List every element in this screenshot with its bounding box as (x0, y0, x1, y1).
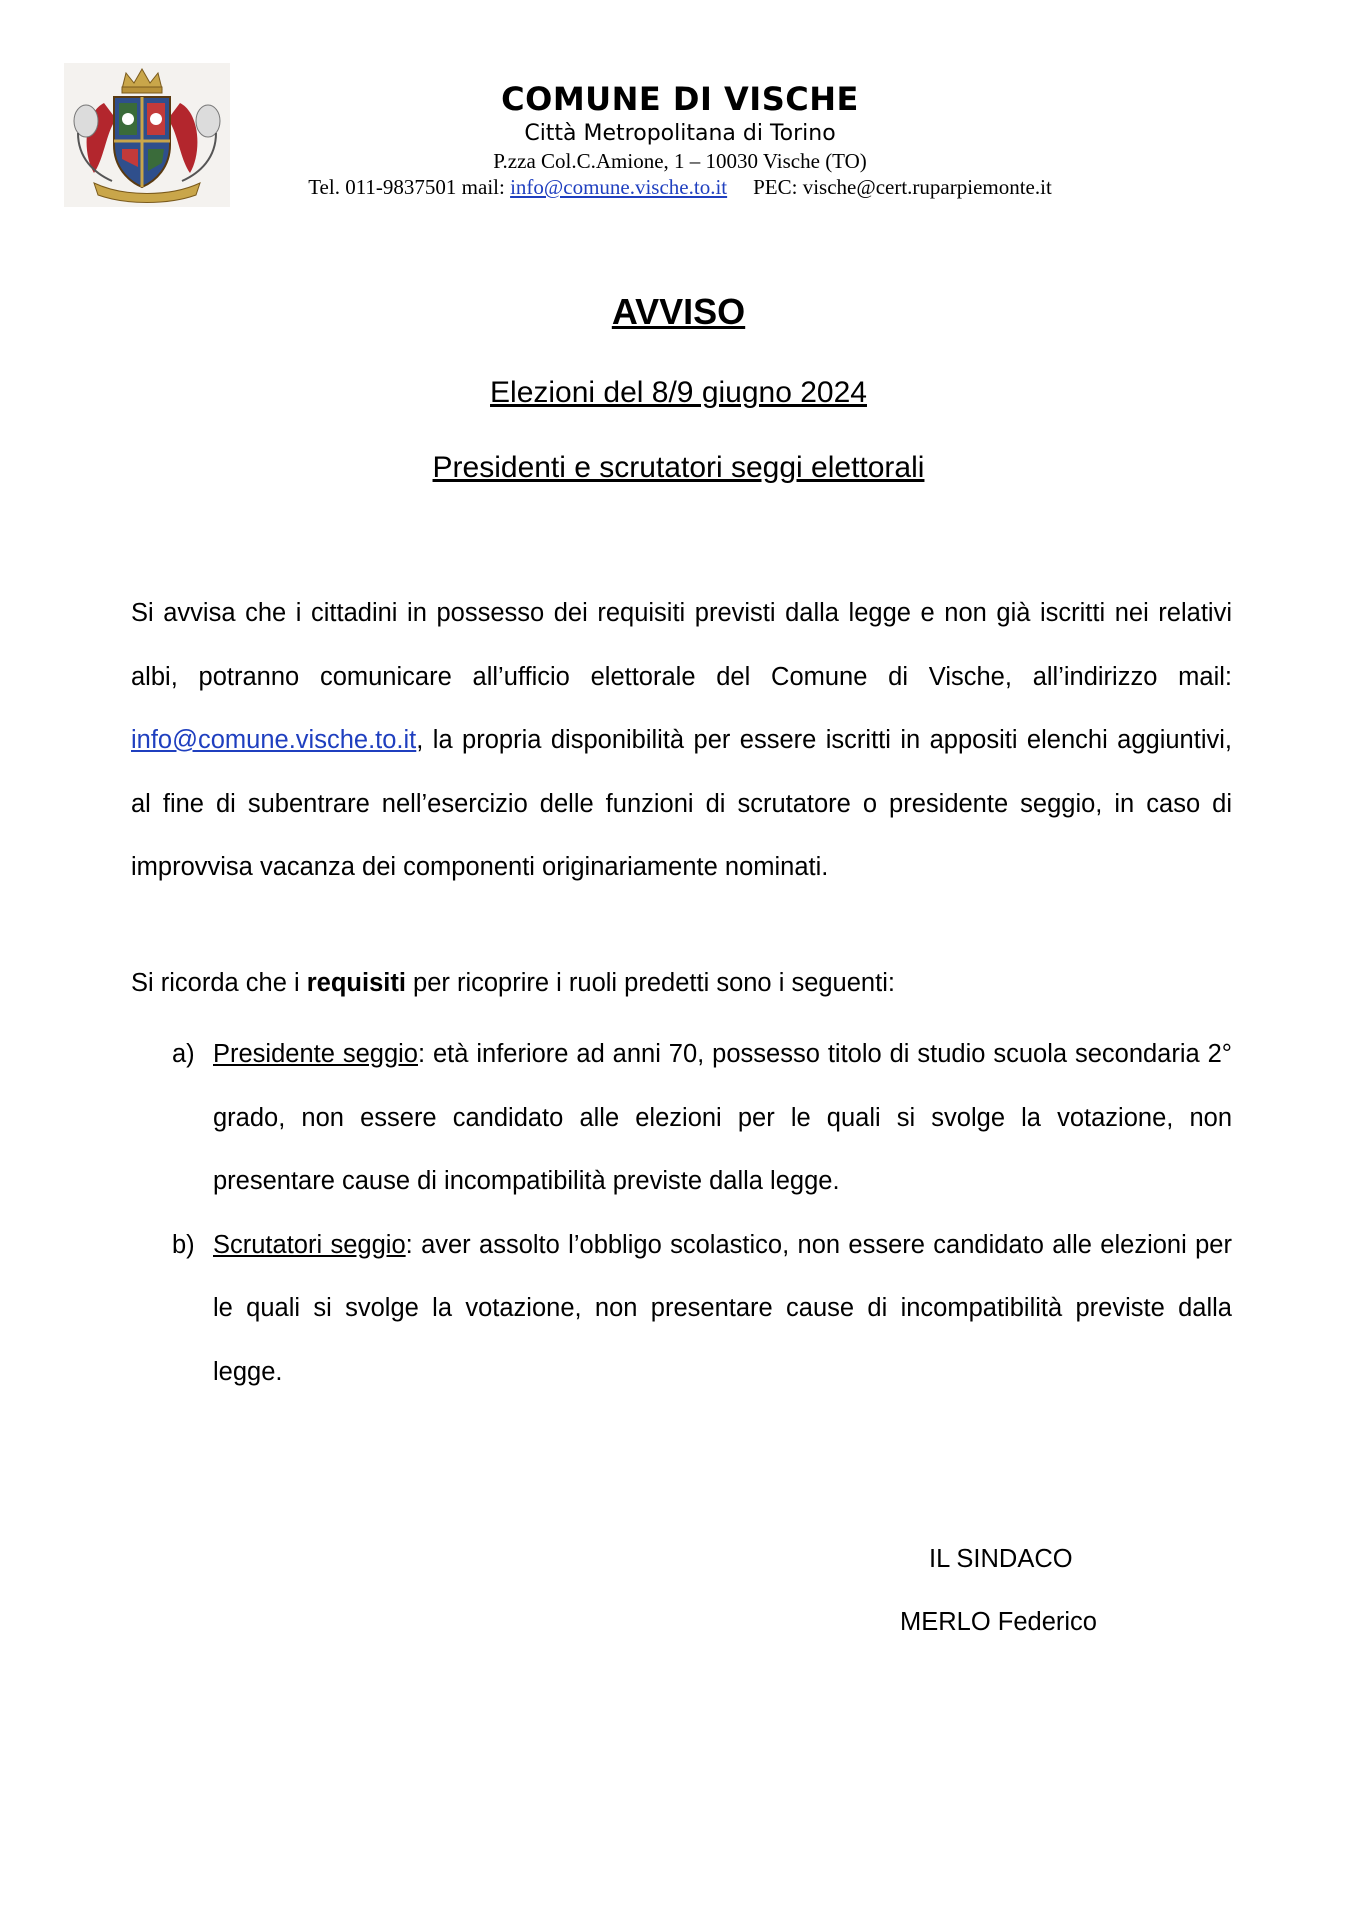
list-item (131, 1214, 1232, 1405)
phone-text: Tel. 011-9837501 mail: (308, 175, 505, 199)
signatory-name: MERLO Federico (900, 1608, 1097, 1636)
requirement-title: Presidente seggio (213, 1040, 418, 1068)
requirement-text: : aver assolto l’obbligo scolastico, non essere candidato alle elezioni per le quali si svolge la votazione, non presentare cause di incompatibilità previste dalla legge. (213, 1230, 1232, 1386)
notice-paragraph (131, 582, 1232, 900)
list-marker: a) (172, 1040, 195, 1068)
metropolitan-city: Città Metropolitana di Torino (524, 121, 836, 146)
paragraph-text-start: Si avvisa che i cittadini in possesso dei requisiti previsti dalla legge e non già iscritti nei relativi albi, potranno comunicare all’ufficio elettorale del Comune di Vische, all’indirizzo mail: (131, 599, 1232, 691)
requirements-intro (131, 963, 1232, 1003)
requirements-bold-word: requisiti (306, 969, 406, 997)
paragraph-text-end: , la propria disponibilità per essere iscritti in appositi elenchi aggiuntivi, al fine di subentrare nell’esercizio delle funzioni di scrutatore o presidente seggio, in caso di improvvisa vacanza dei componenti originariamente nominati. (131, 726, 1232, 881)
municipality-address: P.zza Col.C.Amione, 1 – 10030 Vische (TO) (493, 149, 867, 173)
contact-line (230, 174, 1130, 200)
topic-heading: Presidenti e scrutatori seggi elettorali (432, 451, 925, 484)
list-item (131, 1023, 1232, 1214)
municipality-name: COMUNE DI VISCHE (501, 80, 859, 118)
body-email-link[interactable]: info@comune.vische.to.it (131, 726, 417, 754)
header-email-link[interactable]: info@comune.vische.to.it (510, 175, 728, 199)
requirements-list (131, 1023, 1232, 1404)
requirement-text: : età inferiore ad anni 70, possesso titolo di studio scuola secondaria 2° grado, non essere candidato alle elezioni per le quali si svolge la votazione, non presentare cause di incompatibilità previste dalla legge. (213, 1040, 1233, 1195)
pec-text: PEC: vische@cert.ruparpiemonte.it (753, 175, 1052, 199)
intro-text-end: per ricoprire i ruoli predetti sono i seguenti: (413, 969, 895, 997)
coat-of-arms-logo (64, 63, 230, 207)
requirement-title: Scrutatori seggio (213, 1230, 406, 1259)
elections-date-heading: Elezioni del 8/9 giugno 2024 (490, 376, 867, 409)
notice-heading: AVVISO (611, 291, 746, 332)
signatory-role: IL SINDACO (929, 1545, 1073, 1573)
list-marker: b) (172, 1230, 195, 1259)
intro-text-start: Si ricorda che i (131, 969, 300, 997)
